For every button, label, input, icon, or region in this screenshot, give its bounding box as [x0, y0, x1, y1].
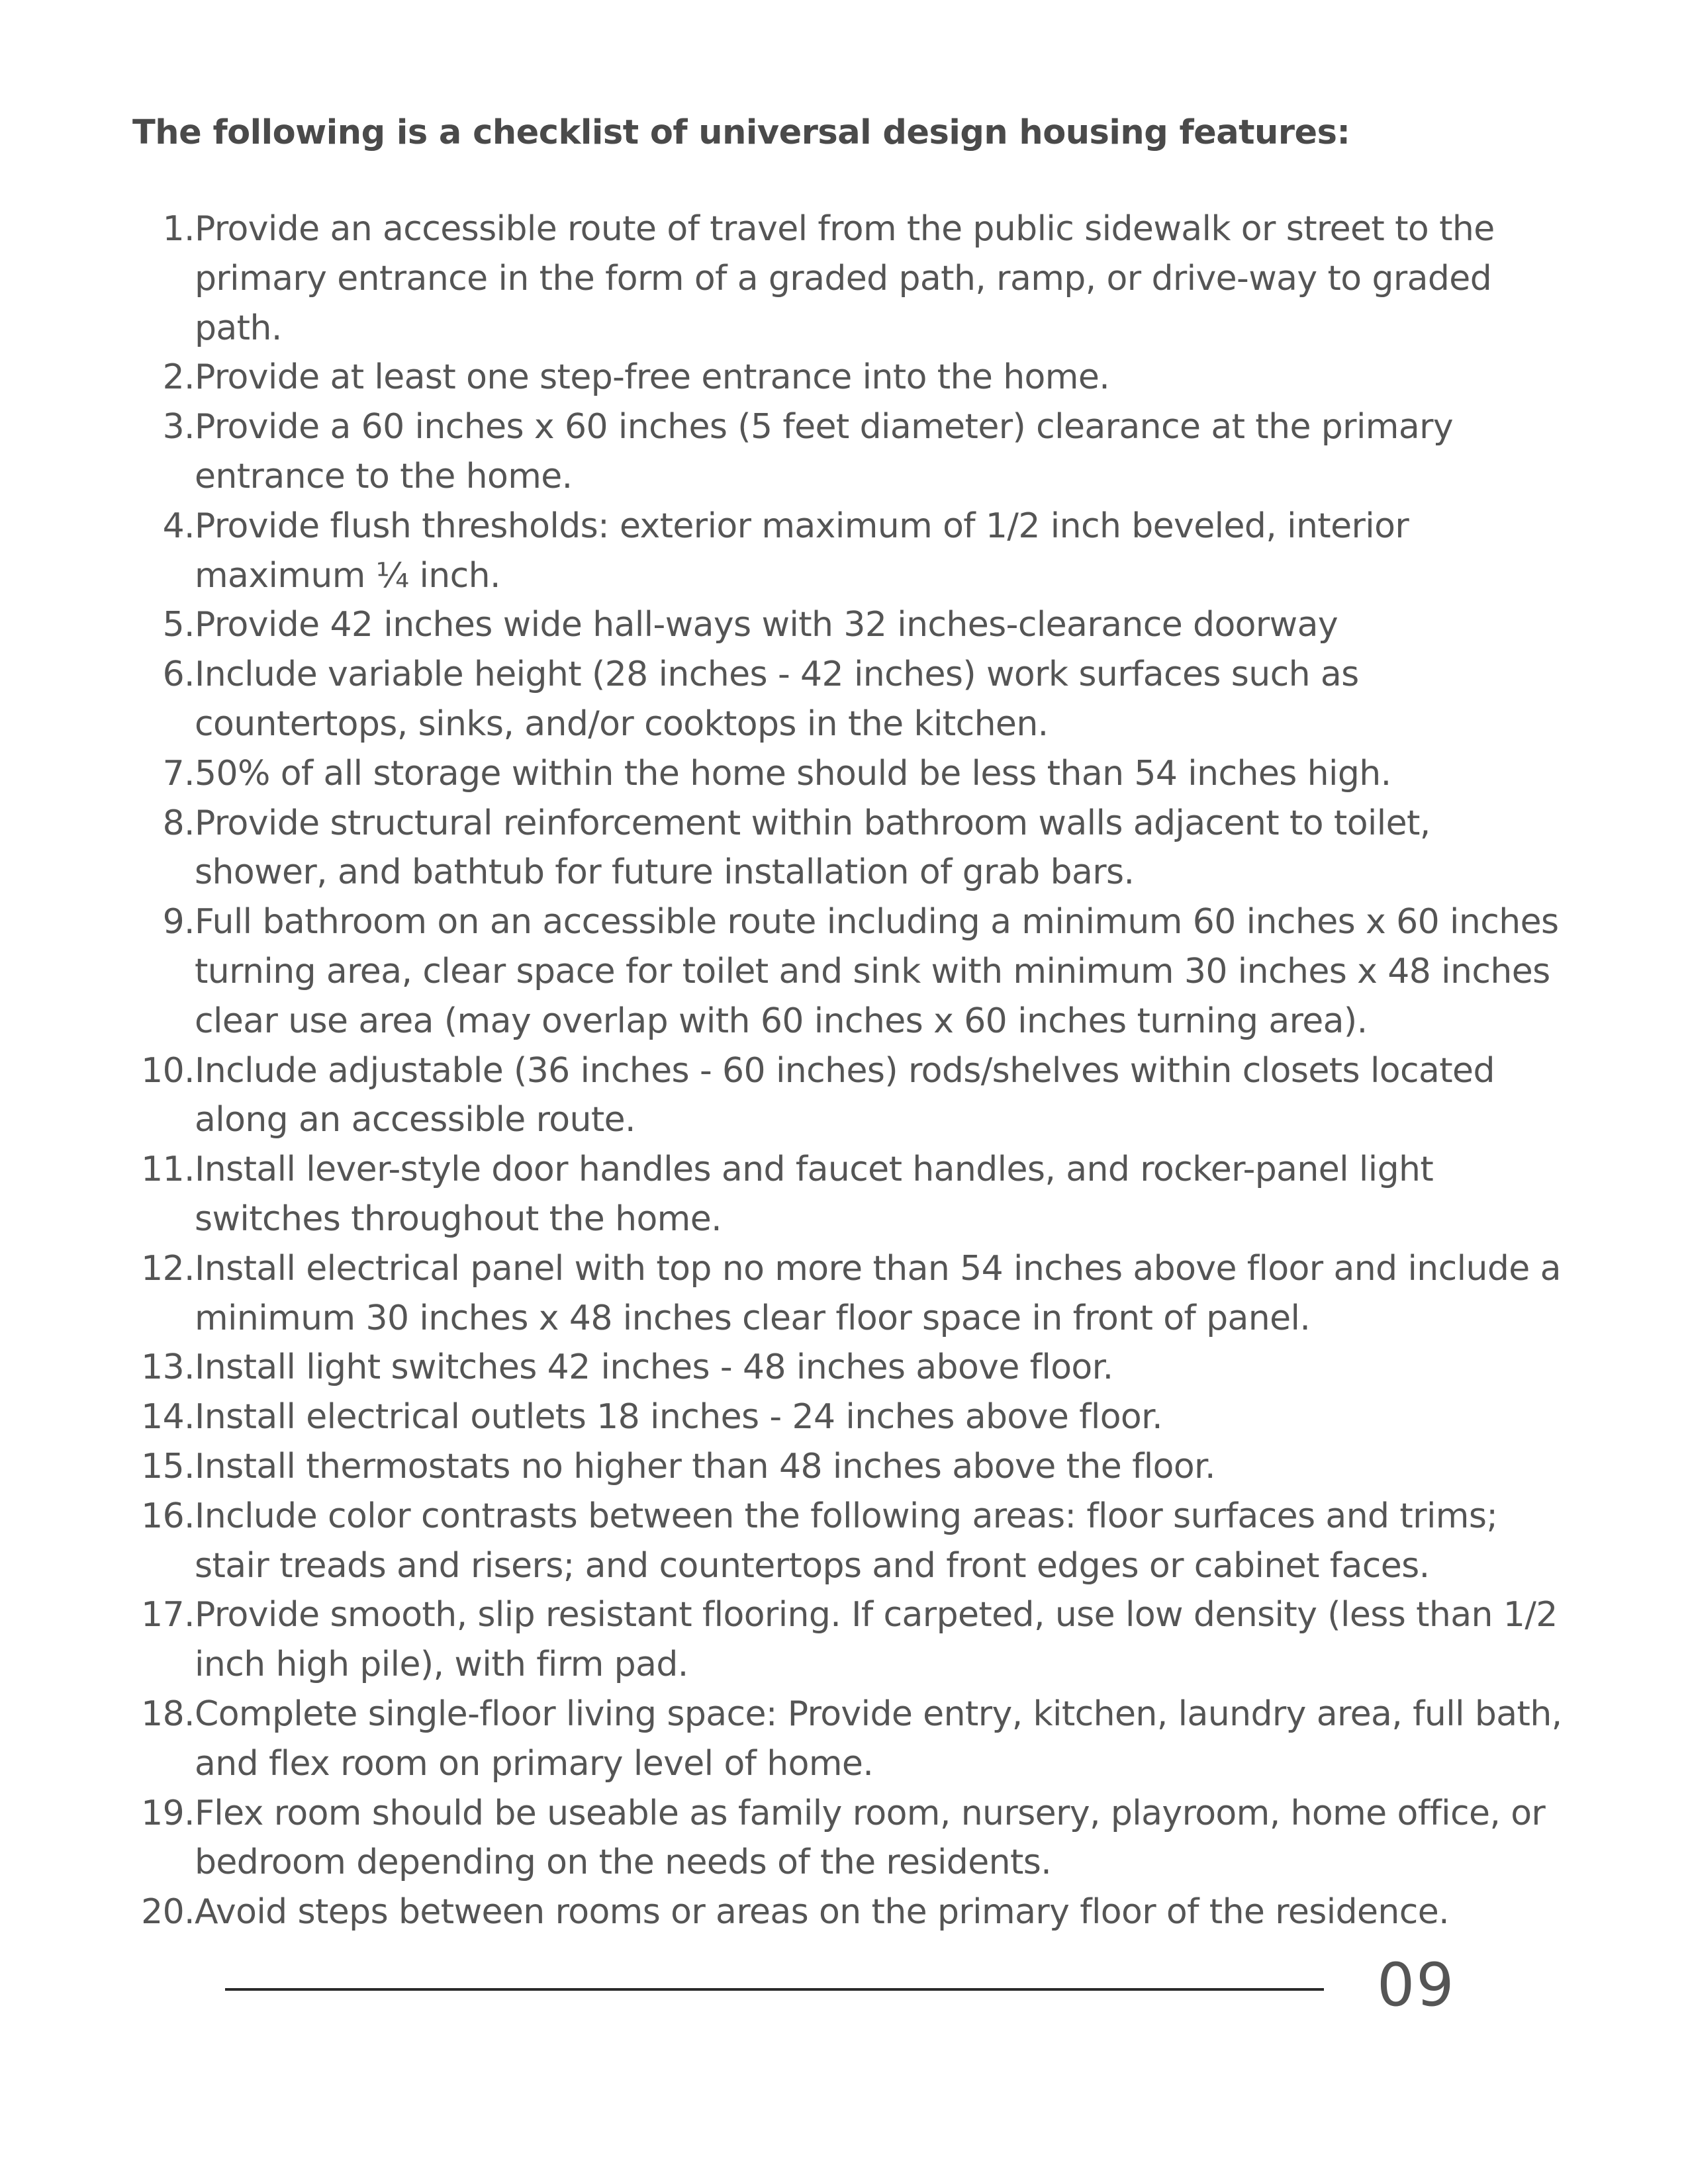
item-number: 10.	[141, 1050, 195, 1091]
checklist-item	[126, 402, 1562, 502]
checklist-item	[126, 600, 1562, 650]
checklist-item	[126, 650, 1562, 749]
page-number: 09	[1377, 1950, 1456, 2020]
item-text: 50% of all storage within the home should be less than 54 inches high.	[195, 753, 1391, 794]
item-number: 18.	[141, 1694, 195, 1734]
item-number: 9.	[162, 902, 195, 942]
checklist-item	[126, 353, 1562, 402]
item-number: 19.	[141, 1793, 195, 1833]
item-number: 4.	[162, 506, 195, 546]
item-number: 20.	[141, 1892, 195, 1933]
item-text: Provide flush thresholds: exterior maximum of 1/2 inch beveled, interior maximum ¼ inch.	[195, 506, 1409, 596]
checklist-item	[126, 1789, 1562, 1888]
item-text: Install light switches 42 inches - 48 inches above floor.	[195, 1347, 1113, 1388]
item-number: 15.	[141, 1446, 195, 1486]
item-text: Install electrical panel with top no more than 54 inches above floor and include a minimum 30 inches x 48 inches clear floor space in front of panel.	[195, 1248, 1561, 1338]
item-number: 5.	[162, 605, 195, 645]
checklist-item	[126, 799, 1562, 898]
footer-divider	[225, 1988, 1324, 1991]
checklist	[126, 205, 1562, 1937]
checklist-item	[126, 205, 1562, 353]
item-number: 12.	[141, 1248, 195, 1289]
item-text: Include color contrasts between the following areas: floor surfaces and trims; stair treads and risers; and countertops and front edges or cabinet faces.	[195, 1496, 1498, 1586]
item-number: 14.	[141, 1397, 195, 1437]
item-number: 8.	[162, 803, 195, 843]
item-text: Include variable height (28 inches - 42 inches) work surfaces such as countertops, sinks, and/or cooktops in the kitchen.	[195, 655, 1359, 744]
item-text: Provide structural reinforcement within bathroom walls adjacent to toilet, shower, and bathtub for future installation of grab bars.	[195, 803, 1430, 893]
checklist-item	[126, 1492, 1562, 1591]
item-text: Provide an accessible route of travel from the public sidewalk or street to the primary entrance in the form of a graded path, ramp, or drive-way to graded path.	[195, 209, 1495, 348]
item-text: Install lever-style door handles and faucet handles, and rocker-panel light switches throughout the home.	[195, 1150, 1434, 1239]
item-text: Full bathroom on an accessible route including a minimum 60 inches x 60 inches turning area, clear space for toilet and sink with minimum 30 inches x 48 inches clear use area (may overlap with 60 inches x 60 inches turning area).	[195, 902, 1559, 1041]
item-number: 2.	[162, 357, 195, 398]
item-text: Avoid steps between rooms or areas on the primary floor of the residence.	[195, 1892, 1450, 1933]
item-number: 16.	[141, 1496, 195, 1536]
checklist-item	[126, 1244, 1562, 1343]
checklist-item	[126, 1690, 1562, 1789]
item-number: 13.	[141, 1347, 195, 1388]
checklist-item	[126, 502, 1562, 601]
checklist-item	[126, 897, 1562, 1046]
checklist-heading: The following is a checklist of universal design housing features:	[132, 113, 1350, 152]
item-number: 3.	[162, 407, 195, 447]
checklist-item	[126, 1392, 1562, 1442]
item-number: 1.	[162, 209, 195, 249]
item-text: Flex room should be useable as family room, nursery, playroom, home office, or bedroom depending on the needs of the residents.	[195, 1793, 1546, 1883]
item-number: 11.	[141, 1150, 195, 1190]
checklist-item	[126, 1046, 1562, 1146]
checklist-item	[126, 1590, 1562, 1690]
checklist-item	[126, 1343, 1562, 1392]
item-text: Complete single-floor living space: Provide entry, kitchen, laundry area, full bath, and flex room on primary level of home.	[195, 1694, 1562, 1784]
item-text: Provide at least one step-free entrance into the home.	[195, 357, 1110, 398]
item-text: Provide a 60 inches x 60 inches (5 feet diameter) clearance at the primary entrance to the home.	[195, 407, 1454, 496]
item-text: Install thermostats no higher than 48 inches above the floor.	[195, 1446, 1215, 1486]
item-text: Provide 42 inches wide hall-ways with 32 inches-clearance doorway	[195, 605, 1338, 645]
item-number: 6.	[162, 655, 195, 695]
checklist-item	[126, 1888, 1562, 1937]
item-text: Provide smooth, slip resistant flooring. If carpeted, use low density (less than 1/2 inch high pile), with firm pad.	[195, 1595, 1558, 1685]
checklist-item	[126, 749, 1562, 799]
checklist-item	[126, 1442, 1562, 1492]
item-text: Install electrical outlets 18 inches - 24 inches above floor.	[195, 1397, 1163, 1437]
item-text: Include adjustable (36 inches - 60 inches) rods/shelves within closets located along an accessible route.	[195, 1050, 1495, 1140]
checklist-item	[126, 1145, 1562, 1244]
item-number: 7.	[162, 753, 195, 794]
item-number: 17.	[141, 1595, 195, 1635]
